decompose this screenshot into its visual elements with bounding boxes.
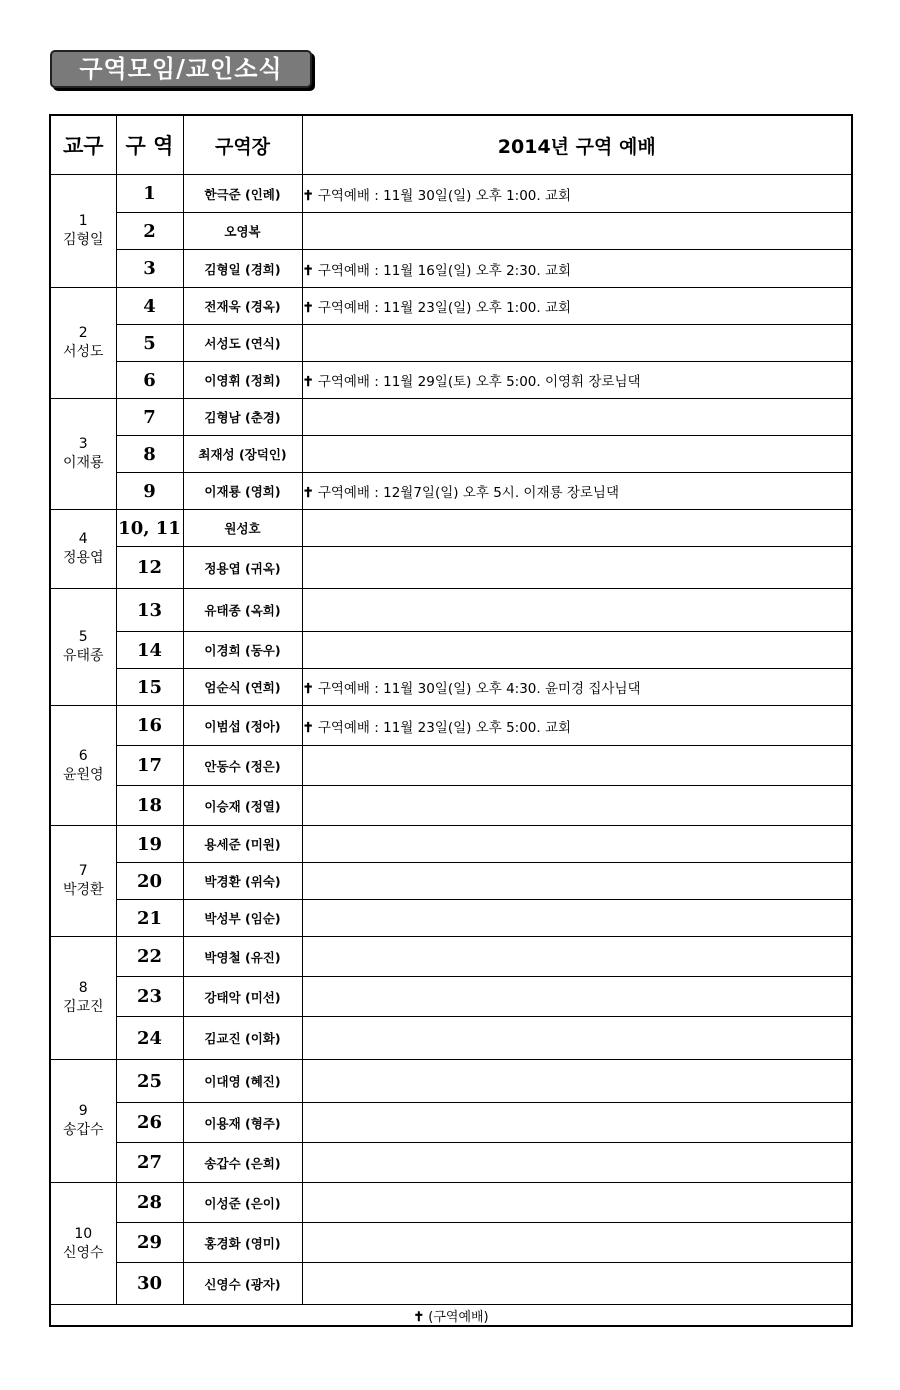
district-number: 6: [116, 362, 183, 399]
table-row: [50, 632, 852, 669]
district-leader: 김형남 (춘경): [183, 399, 302, 436]
district-number: 28: [116, 1183, 183, 1223]
parish-name: 정용엽: [62, 550, 104, 566]
table-row: [50, 1017, 852, 1060]
table-row: [50, 436, 852, 473]
service-cell: [302, 213, 852, 250]
table-row: [50, 826, 852, 863]
service-cell: [302, 547, 852, 589]
district-number: 9: [116, 473, 183, 510]
table-row: [50, 1060, 852, 1103]
parish-number: 6: [78, 747, 88, 764]
service-text: 구역예배 : 11월 23일(일) 오후 1:00. 교회: [317, 300, 572, 316]
district-leader: 이경희 (동우): [183, 632, 302, 669]
service-cell: [302, 362, 852, 399]
parish-cell: [50, 1060, 116, 1183]
table-row: [50, 746, 852, 786]
parish-cell: [50, 288, 116, 399]
service-cell: [302, 706, 852, 746]
parish-name: 박경환: [62, 882, 104, 898]
parish-cell: [50, 1183, 116, 1305]
parish-cell: [50, 510, 116, 589]
district-leader: 최재성 (장덕인): [183, 436, 302, 473]
district-leader: 이범섭 (정아): [183, 706, 302, 746]
service-cell: [302, 746, 852, 786]
district-number: 16: [116, 706, 183, 746]
table-row: [50, 288, 852, 325]
header-gyogu: 교구: [50, 115, 116, 175]
table-row: [50, 863, 852, 900]
cross-icon: ✝: [302, 719, 314, 736]
district-number: 30: [116, 1263, 183, 1305]
table-row: [50, 325, 852, 362]
parish-cell: [50, 175, 116, 288]
service-text: 구역예배 : 11월 29일(토) 오후 5:00. 이영휘 장로님댁: [317, 374, 641, 390]
parish-number: 2: [78, 325, 88, 341]
district-number: 3: [116, 250, 183, 288]
service-cell: [302, 288, 852, 325]
district-leader: 송갑수 (은희): [183, 1143, 302, 1183]
district-number: 15: [116, 669, 183, 706]
service-cell: [302, 1103, 852, 1143]
parish-number: 10: [74, 1225, 93, 1242]
district-number: 18: [116, 786, 183, 826]
header-service: 2014년 구역 예배: [302, 115, 852, 175]
service-cell: [302, 1263, 852, 1305]
table-row: [50, 362, 852, 399]
footnote-text: (구역예배): [428, 1309, 489, 1325]
table-row: [50, 1223, 852, 1263]
parish-name: 윤원영: [62, 766, 104, 783]
service-cell: [302, 436, 852, 473]
district-number: 8: [116, 436, 183, 473]
district-leader: 이대영 (혜진): [183, 1060, 302, 1103]
service-cell: [302, 325, 852, 362]
parish-number: 3: [78, 436, 88, 452]
district-number: 12: [116, 547, 183, 589]
table-row: [50, 1143, 852, 1183]
district-number: 4: [116, 288, 183, 325]
district-leader: 김형일 (경희): [183, 250, 302, 288]
parish-cell: [50, 706, 116, 826]
service-text: 구역예배 : 11월 30일(일) 오후 1:00. 교회: [317, 187, 572, 204]
parish-name: 김교진: [62, 999, 104, 1015]
service-cell: [302, 399, 852, 436]
district-leader: 강태악 (미선): [183, 977, 302, 1017]
district-leader: 정용엽 (귀옥): [183, 547, 302, 589]
service-cell: [302, 250, 852, 288]
table-row: [50, 977, 852, 1017]
district-leader: 용세준 (미원): [183, 826, 302, 863]
table-row: [50, 1103, 852, 1143]
table-row: [50, 250, 852, 288]
district-leader: 김교진 (이화): [183, 1017, 302, 1060]
parish-name: 이재룡: [62, 455, 104, 471]
table-row: [50, 473, 852, 510]
service-cell: [302, 863, 852, 900]
district-leader: 전재욱 (경옥): [183, 288, 302, 325]
table-row: [50, 510, 852, 547]
service-cell: [302, 473, 852, 510]
district-number: 13: [116, 589, 183, 632]
table-row: [50, 706, 852, 746]
district-leader: 유태종 (옥희): [183, 589, 302, 632]
header-guyeok: 구 역: [116, 115, 183, 175]
parish-cell: [50, 826, 116, 937]
district-leader: 신영수 (광자): [183, 1263, 302, 1305]
parish-number: 4: [78, 531, 88, 547]
service-cell: [302, 977, 852, 1017]
table-row: [50, 786, 852, 826]
district-leader: 한극준 (인례): [183, 175, 302, 213]
table-row: [50, 937, 852, 977]
district-leader: 엄순식 (연희): [183, 669, 302, 706]
service-cell: [302, 510, 852, 547]
service-cell: [302, 175, 852, 213]
table-row: [50, 547, 852, 589]
district-leader: 박성부 (임순): [183, 900, 302, 937]
district-leader: 박영철 (유진): [183, 937, 302, 977]
service-cell: [302, 1060, 852, 1103]
district-number: 14: [116, 632, 183, 669]
district-leader: 오영복: [183, 213, 302, 250]
district-number: 19: [116, 826, 183, 863]
district-number: 26: [116, 1103, 183, 1143]
table-row: [50, 589, 852, 632]
footnote-row: [50, 1305, 852, 1327]
parish-name: 송갑수: [62, 1122, 104, 1138]
parish-cell: [50, 399, 116, 510]
service-cell: [302, 669, 852, 706]
service-cell: [302, 937, 852, 977]
district-leader: 이성준 (은이): [183, 1183, 302, 1223]
service-cell: [302, 1017, 852, 1060]
parish-cell: [50, 937, 116, 1060]
service-text: 구역예배 : 11월 23일(일) 오후 5:00. 교회: [317, 719, 572, 736]
parish-number: 5: [78, 629, 88, 645]
district-number: 10, 11: [116, 510, 183, 547]
parish-name: 김형일: [62, 232, 104, 248]
service-cell: [302, 589, 852, 632]
district-number: 17: [116, 746, 183, 786]
service-cell: [302, 632, 852, 669]
district-number: 1: [116, 175, 183, 213]
footnote-cell: [50, 1305, 852, 1327]
district-leader: 이용재 (형주): [183, 1103, 302, 1143]
header-leader: 구역장: [183, 115, 302, 175]
district-number: 24: [116, 1017, 183, 1060]
district-number: 21: [116, 900, 183, 937]
parish-name: 유태종: [62, 648, 104, 664]
table-row: [50, 213, 852, 250]
cross-icon: ✝: [302, 374, 314, 390]
parish-name: 서성도: [62, 344, 104, 360]
service-cell: [302, 1183, 852, 1223]
cross-icon: ✝: [413, 1309, 425, 1325]
district-leader: 서성도 (연식): [183, 325, 302, 362]
district-number: 29: [116, 1223, 183, 1263]
table-row: [50, 175, 852, 213]
parish-number: 8: [78, 980, 88, 996]
district-number: 5: [116, 325, 183, 362]
service-cell: [302, 786, 852, 826]
table-row: [50, 1183, 852, 1223]
service-text: 구역예배 : 11월 16일(일) 오후 2:30. 교회: [317, 262, 572, 279]
district-number: 27: [116, 1143, 183, 1183]
cross-icon: ✝: [302, 187, 314, 204]
parish-number: 7: [78, 863, 88, 879]
district-leader: 이승재 (정열): [183, 786, 302, 826]
header-row: [50, 115, 852, 175]
parish-number: 9: [78, 1103, 88, 1119]
table-row: [50, 900, 852, 937]
service-text: 구역예배 : 11월 30일(일) 오후 4:30. 윤미경 집사님댁: [317, 681, 641, 697]
district-number: 23: [116, 977, 183, 1017]
table-row: [50, 399, 852, 436]
district-leader: 박경환 (위숙): [183, 863, 302, 900]
district-leader: 원성호: [183, 510, 302, 547]
service-cell: [302, 1143, 852, 1183]
district-number: 2: [116, 213, 183, 250]
service-text: 구역예배 : 12월7일(일) 오후 5시. 이재룡 장로님댁: [317, 485, 619, 501]
roster-body: [50, 175, 852, 1305]
cross-icon: ✝: [302, 681, 314, 697]
service-cell: [302, 1223, 852, 1263]
section-title: 구역모임/교인소식: [50, 50, 312, 88]
district-roster-table: [49, 114, 853, 1327]
district-number: 22: [116, 937, 183, 977]
district-number: 7: [116, 399, 183, 436]
district-number: 25: [116, 1060, 183, 1103]
cross-icon: ✝: [302, 485, 314, 501]
parish-cell: [50, 589, 116, 706]
table-row: [50, 669, 852, 706]
table-row: [50, 1263, 852, 1305]
district-number: 20: [116, 863, 183, 900]
district-leader: 안동수 (정은): [183, 746, 302, 786]
parish-number: 1: [78, 213, 88, 229]
district-leader: 홍경화 (영미): [183, 1223, 302, 1263]
cross-icon: ✝: [302, 262, 314, 279]
district-leader: 이영휘 (정희): [183, 362, 302, 399]
district-leader: 이재룡 (영희): [183, 473, 302, 510]
service-cell: [302, 826, 852, 863]
cross-icon: ✝: [302, 300, 314, 316]
service-cell: [302, 900, 852, 937]
parish-name: 신영수: [62, 1244, 104, 1261]
